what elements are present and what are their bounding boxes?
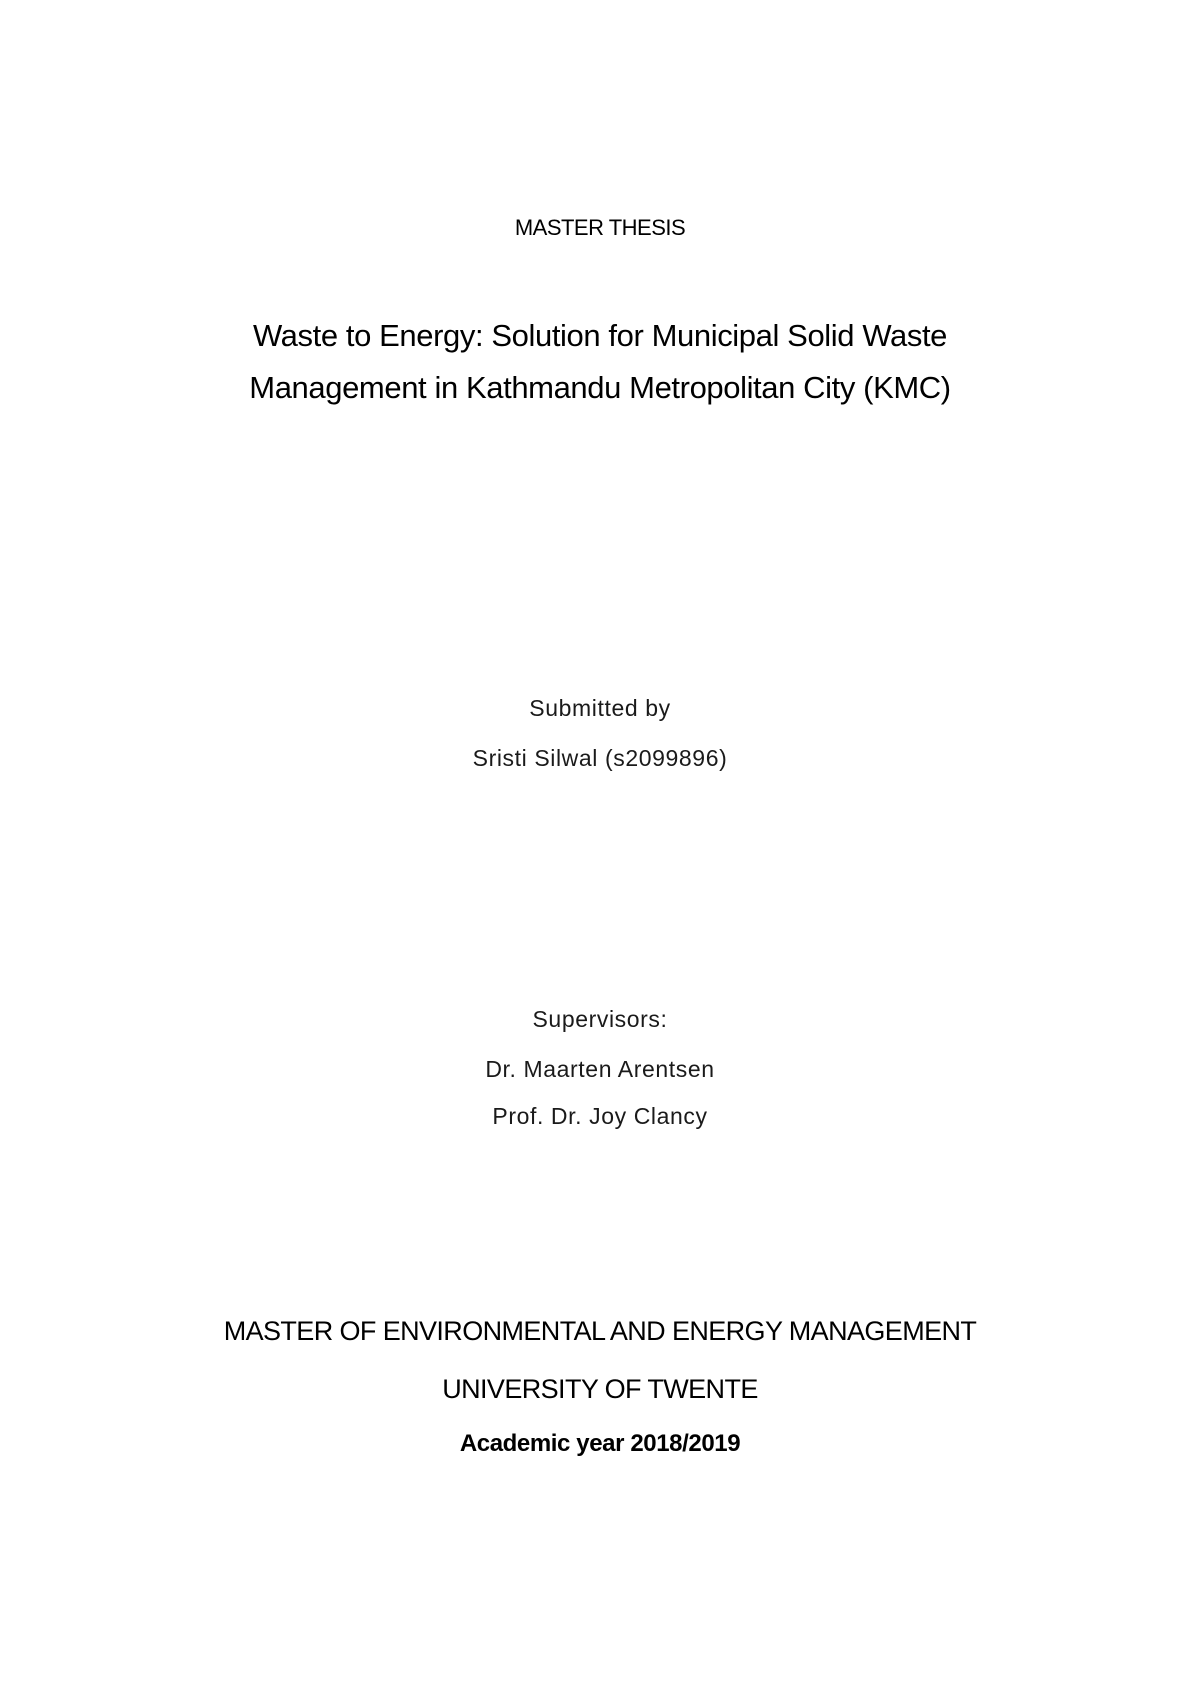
supervisors-label: Supervisors: [532,1006,668,1032]
submitted-by-label: Submitted by [529,695,671,721]
program-name: MASTER OF ENVIRONMENTAL AND ENERGY MANAGEMENT [223,1316,977,1346]
thesis-title-line-2: Management in Kathmandu Metropolitan City (KMC) [249,370,951,405]
author-name: Sristi Silwal (s2099896) [472,745,728,771]
university-name: UNIVERSITY OF TWENTE [442,1374,758,1404]
academic-year: Academic year 2018/2019 [459,1430,741,1457]
thesis-title-line-1: Waste to Energy: Solution for Municipal Solid Waste [252,318,948,353]
document-type-heading: MASTER THESIS [514,215,686,240]
supervisor-name-2: Prof. Dr. Joy Clancy [492,1103,708,1129]
supervisor-name-1: Dr. Maarten Arentsen [485,1056,715,1082]
